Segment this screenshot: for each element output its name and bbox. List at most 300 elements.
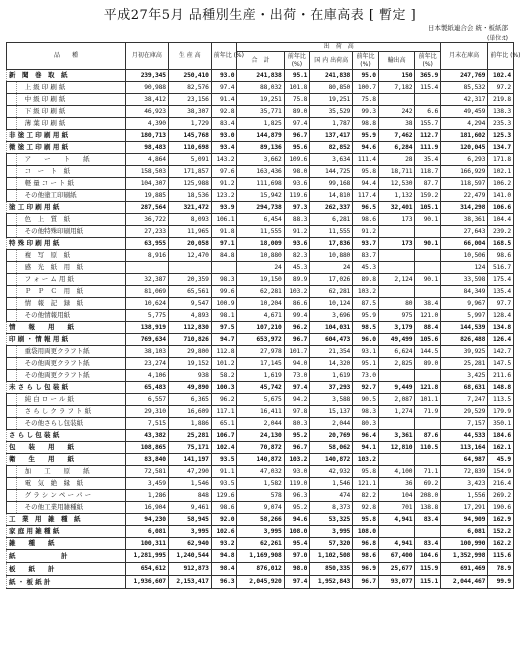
cell-value: 14,320 bbox=[310, 358, 353, 370]
header-production-ratio: 前年比 (%) bbox=[211, 43, 237, 70]
cell-value: 141,197 bbox=[168, 454, 211, 466]
cell-value: 96.5 bbox=[353, 202, 379, 214]
cell-value: 113,164 bbox=[441, 442, 488, 454]
cell-value: 108,865 bbox=[125, 442, 168, 454]
row-indent bbox=[7, 94, 17, 106]
table-row bbox=[7, 142, 514, 154]
table-row bbox=[7, 130, 514, 142]
cell-value: 32,387 bbox=[125, 274, 168, 286]
cell-value: 106.2 bbox=[488, 178, 514, 190]
cell-value: 86.6 bbox=[284, 298, 310, 310]
cell-value: 25,281 bbox=[441, 358, 488, 370]
row-label: 印 刷 ・ 情 報 用 紙 bbox=[7, 334, 126, 346]
row-label: 上 級 印 刷 紙 bbox=[16, 82, 125, 94]
row-label: 中 級 印 刷 紙 bbox=[16, 94, 125, 106]
cell-value: 10,124 bbox=[310, 298, 353, 310]
cell-value: 1,281,995 bbox=[125, 550, 168, 563]
cell-value bbox=[415, 286, 441, 298]
cell-value: 912,873 bbox=[168, 563, 211, 576]
cell-value: 93.0 bbox=[211, 70, 237, 82]
row-label: 微 塗 工 印 刷 用 紙 bbox=[7, 142, 126, 154]
cell-value: 219.8 bbox=[488, 94, 514, 106]
cell-value: 110.5 bbox=[415, 442, 441, 454]
row-label: 情 報 用 紙 bbox=[7, 322, 126, 334]
cell-value: 85,532 bbox=[441, 82, 488, 94]
cell-value: 98,483 bbox=[125, 142, 168, 154]
cell-value: 84.8 bbox=[211, 250, 237, 262]
cell-value: 99.4 bbox=[284, 310, 310, 322]
cell-value: 125,988 bbox=[168, 178, 211, 190]
cell-value: 104.6 bbox=[415, 550, 441, 563]
cell-value: 8,916 bbox=[125, 250, 168, 262]
cell-value: 241,838 bbox=[310, 70, 353, 82]
header-end-stock: 月末在庫高 bbox=[441, 43, 488, 70]
cell-value: 1,546 bbox=[168, 478, 211, 490]
cell-value: 97.8 bbox=[284, 406, 310, 418]
cell-value: 49,890 bbox=[168, 382, 211, 394]
table-row bbox=[7, 118, 514, 130]
table-row bbox=[7, 178, 514, 190]
cell-value: 710,826 bbox=[168, 334, 211, 346]
cell-value: 100.3 bbox=[211, 382, 237, 394]
cell-value: 1,274 bbox=[378, 406, 414, 418]
cell-value: 121.0 bbox=[415, 310, 441, 322]
cell-value: 1,352,998 bbox=[441, 550, 488, 563]
cell-value: 112.8 bbox=[211, 346, 237, 358]
table-row bbox=[7, 576, 514, 589]
cell-value: 96.8 bbox=[353, 538, 379, 550]
cell-value: 99,168 bbox=[310, 178, 353, 190]
cell-value: 98.6 bbox=[211, 502, 237, 514]
cell-value: 94.1 bbox=[353, 442, 379, 454]
cell-value: 38 bbox=[378, 118, 414, 130]
cell-value bbox=[378, 286, 414, 298]
cell-value: 128.4 bbox=[488, 310, 514, 322]
cell-value: 2,044 bbox=[310, 418, 353, 430]
cell-value: 653,972 bbox=[237, 334, 284, 346]
cell-value: 47,290 bbox=[168, 466, 211, 478]
cell-value: 103.2 bbox=[353, 286, 379, 298]
cell-value: 73.0 bbox=[284, 370, 310, 382]
row-label: 薄 葉 印 刷 紙 bbox=[16, 118, 125, 130]
table-row bbox=[7, 286, 514, 298]
row-label: 板 紙 計 bbox=[7, 563, 126, 576]
cell-value: 112.7 bbox=[415, 130, 441, 142]
cell-value: 93.6 bbox=[284, 238, 310, 250]
cell-value: 321,472 bbox=[168, 202, 211, 214]
row-indent bbox=[7, 478, 17, 490]
cell-value: 89.0 bbox=[284, 106, 310, 118]
cell-value: 103.2 bbox=[284, 286, 310, 298]
table-row bbox=[7, 502, 514, 514]
row-label: 未 さ ら し 包 装 紙 bbox=[7, 382, 126, 394]
cell-value: 80.3 bbox=[284, 418, 310, 430]
cell-value: 63,955 bbox=[125, 238, 168, 250]
cell-value: 87.7 bbox=[415, 178, 441, 190]
cell-value: 42,317 bbox=[441, 94, 488, 106]
cell-value: 75.8 bbox=[284, 94, 310, 106]
cell-value: 147.5 bbox=[488, 358, 514, 370]
row-label: 複 写 原 紙 bbox=[16, 250, 125, 262]
cell-value: 106.6 bbox=[488, 202, 514, 214]
cell-value: 98.3 bbox=[211, 274, 237, 286]
cell-value: 110,698 bbox=[168, 142, 211, 154]
cell-value: 108.0 bbox=[353, 526, 379, 538]
cell-value: 97.4 bbox=[284, 118, 310, 130]
cell-value: 88.4 bbox=[415, 322, 441, 334]
cell-value: 24 bbox=[310, 262, 353, 274]
cell-value: 123.2 bbox=[211, 190, 237, 202]
header-export: 輸出高 bbox=[378, 52, 414, 70]
cell-value: 98.0 bbox=[284, 563, 310, 576]
cell-value: 121.1 bbox=[353, 478, 379, 490]
row-label: 家 庭 用 雑 種 紙 bbox=[7, 526, 126, 538]
table-row bbox=[7, 526, 514, 538]
cell-value: 108.0 bbox=[284, 526, 310, 538]
cell-value: 691,469 bbox=[441, 563, 488, 576]
cell-value: 104,307 bbox=[125, 178, 168, 190]
cell-value: 96.7 bbox=[284, 442, 310, 454]
cell-value: 82,576 bbox=[168, 82, 211, 94]
cell-value bbox=[125, 262, 168, 274]
cell-value bbox=[378, 454, 414, 466]
cell-value: 2,124 bbox=[378, 274, 414, 286]
cell-value: 97.4 bbox=[284, 382, 310, 394]
cell-value: 93.9 bbox=[211, 202, 237, 214]
row-indent bbox=[7, 358, 17, 370]
cell-value: 23,156 bbox=[168, 94, 211, 106]
cell-value: 9,449 bbox=[378, 382, 414, 394]
cell-value: 94.2 bbox=[284, 394, 310, 406]
cell-value: 3,179 bbox=[378, 322, 414, 334]
cell-value: 67,400 bbox=[378, 550, 414, 563]
cell-value: 80.3 bbox=[353, 418, 379, 430]
cell-value: 111.9 bbox=[415, 142, 441, 154]
cell-value: 38.4 bbox=[415, 298, 441, 310]
cell-value: 208.0 bbox=[415, 490, 441, 502]
cell-value: 62,940 bbox=[168, 538, 211, 550]
table-row bbox=[7, 238, 514, 250]
table-row bbox=[7, 106, 514, 118]
cell-value: 44,533 bbox=[441, 430, 488, 442]
cell-value: 88,032 bbox=[237, 82, 284, 94]
cell-value: 3,634 bbox=[310, 154, 353, 166]
cell-value: 14,810 bbox=[310, 190, 353, 202]
row-indent bbox=[7, 466, 17, 478]
table-row bbox=[7, 514, 514, 526]
row-indent bbox=[7, 502, 17, 514]
cell-value: 101.1 bbox=[415, 394, 441, 406]
cell-value: 46,923 bbox=[125, 106, 168, 118]
cell-value: 5,997 bbox=[441, 310, 488, 322]
cell-value: 95.8 bbox=[353, 514, 379, 526]
cell-value: 104.4 bbox=[488, 214, 514, 226]
cell-value: 117.4 bbox=[353, 190, 379, 202]
cell-value: 142.7 bbox=[488, 346, 514, 358]
row-label: さ ら し ク ラ フ ト 紙 bbox=[16, 406, 125, 418]
cell-value: 100,990 bbox=[441, 538, 488, 550]
cell-value: 89.9 bbox=[284, 274, 310, 286]
cell-value: 150 bbox=[378, 70, 414, 82]
cell-value: 516.7 bbox=[488, 262, 514, 274]
cell-value bbox=[415, 250, 441, 262]
cell-value: 37,293 bbox=[310, 382, 353, 394]
row-label: 紙 計 bbox=[7, 550, 126, 563]
cell-value: 106.7 bbox=[211, 430, 237, 442]
cell-value: 125.3 bbox=[488, 130, 514, 142]
cell-value: 6,365 bbox=[168, 394, 211, 406]
cell-value: 96.2 bbox=[211, 394, 237, 406]
cell-value: 162.2 bbox=[488, 538, 514, 550]
cell-value: 65.1 bbox=[211, 418, 237, 430]
row-indent bbox=[7, 190, 17, 202]
cell-value: 1,886 bbox=[168, 418, 211, 430]
cell-value: 97.6 bbox=[211, 166, 237, 178]
cell-value: 16,904 bbox=[125, 502, 168, 514]
cell-value: 83.7 bbox=[353, 250, 379, 262]
cell-value: 16,411 bbox=[237, 406, 284, 418]
cell-value: 99.9 bbox=[488, 576, 514, 589]
cell-value: 18,711 bbox=[378, 166, 414, 178]
cell-value: 4,106 bbox=[125, 370, 168, 382]
cell-value: 89.8 bbox=[353, 274, 379, 286]
cell-value: 93,077 bbox=[378, 576, 414, 589]
cell-value bbox=[378, 370, 414, 382]
cell-value: 82.2 bbox=[353, 490, 379, 502]
cell-value: 95.4 bbox=[284, 538, 310, 550]
cell-value: 90.1 bbox=[415, 274, 441, 286]
cell-value bbox=[378, 262, 414, 274]
cell-value: 35,771 bbox=[237, 106, 284, 118]
cell-value: 97.2 bbox=[488, 82, 514, 94]
header-kind: 品 種 bbox=[7, 43, 126, 70]
cell-value: 134.8 bbox=[488, 322, 514, 334]
cell-value: 17,145 bbox=[237, 358, 284, 370]
cell-value: 71.1 bbox=[415, 466, 441, 478]
cell-value: 294,738 bbox=[237, 202, 284, 214]
cell-value: 96.7 bbox=[353, 576, 379, 589]
cell-value: 141.0 bbox=[488, 190, 514, 202]
cell-value: 129.6 bbox=[211, 490, 237, 502]
table-row bbox=[7, 298, 514, 310]
cell-value: 93.0 bbox=[284, 466, 310, 478]
cell-value: 18,536 bbox=[168, 190, 211, 202]
cell-value: 848 bbox=[168, 490, 211, 502]
table-row bbox=[7, 322, 514, 334]
cell-value: 21,354 bbox=[310, 346, 353, 358]
cell-value: 7,182 bbox=[378, 82, 414, 94]
cell-value: 148.8 bbox=[488, 382, 514, 394]
cell-value: 62,281 bbox=[237, 286, 284, 298]
cell-value: 5,091 bbox=[168, 154, 211, 166]
cell-value: 145,768 bbox=[168, 130, 211, 142]
cell-value: 975 bbox=[378, 310, 414, 322]
cell-value: 269.2 bbox=[488, 490, 514, 502]
cell-value: 162.9 bbox=[488, 514, 514, 526]
cell-value: 112,830 bbox=[168, 322, 211, 334]
cell-value: 350.1 bbox=[488, 418, 514, 430]
header-domestic-ratio: 前年比 (%) bbox=[353, 52, 379, 70]
cell-value: 144,539 bbox=[441, 322, 488, 334]
cell-value bbox=[415, 94, 441, 106]
cell-value: 97.4 bbox=[284, 576, 310, 589]
cell-value: 6,454 bbox=[237, 214, 284, 226]
cell-value: 1,169,908 bbox=[237, 550, 284, 563]
cell-value: 96.3 bbox=[211, 576, 237, 589]
table-row bbox=[7, 226, 514, 238]
cell-value bbox=[378, 250, 414, 262]
cell-value: 98.6 bbox=[488, 250, 514, 262]
cell-value: 6,557 bbox=[125, 394, 168, 406]
cell-value: 184.6 bbox=[488, 430, 514, 442]
table-row bbox=[7, 70, 514, 82]
cell-value: 118,597 bbox=[441, 178, 488, 190]
cell-value: 100.9 bbox=[211, 298, 237, 310]
header-export-ratio: 前年比 (%) bbox=[415, 52, 441, 70]
cell-value: 143.2 bbox=[211, 154, 237, 166]
row-indent bbox=[7, 406, 17, 418]
cell-value: 2,087 bbox=[378, 394, 414, 406]
cell-value: 98.5 bbox=[353, 322, 379, 334]
cell-value: 90.1 bbox=[415, 214, 441, 226]
cell-value: 115.4 bbox=[415, 82, 441, 94]
row-indent bbox=[7, 346, 17, 358]
cell-value: 87.5 bbox=[353, 298, 379, 310]
cell-value: 95.2 bbox=[284, 502, 310, 514]
cell-value: 155.7 bbox=[415, 118, 441, 130]
table-row bbox=[7, 430, 514, 442]
cell-value: 95.1 bbox=[353, 358, 379, 370]
cell-value: 83.4 bbox=[415, 538, 441, 550]
row-indent bbox=[7, 250, 17, 262]
cell-value: 474 bbox=[310, 490, 353, 502]
cell-value: 117.1 bbox=[211, 406, 237, 418]
cell-value: 19,251 bbox=[237, 94, 284, 106]
cell-value: 2,044 bbox=[237, 418, 284, 430]
cell-value: 1,729 bbox=[168, 118, 211, 130]
row-label: 衛 生 用 紙 bbox=[7, 454, 126, 466]
row-label: 軽 量 コ ー ト 紙 bbox=[16, 178, 125, 190]
cell-value: 75,171 bbox=[168, 442, 211, 454]
cell-value: 89.0 bbox=[415, 358, 441, 370]
cell-value: 28 bbox=[378, 154, 414, 166]
cell-value: 287,564 bbox=[125, 202, 168, 214]
cell-value: 154.9 bbox=[488, 466, 514, 478]
cell-value: 93.5 bbox=[211, 454, 237, 466]
cell-value: 1,619 bbox=[237, 370, 284, 382]
cell-value: 81,069 bbox=[125, 286, 168, 298]
production-table bbox=[6, 42, 521, 589]
row-label: 純 白 ロ ー ル 紙 bbox=[16, 394, 125, 406]
cell-value: 365.9 bbox=[415, 70, 441, 82]
row-label: その他特殊印刷用紙 bbox=[16, 226, 125, 238]
cell-value: 314,298 bbox=[441, 202, 488, 214]
cell-value: 27,233 bbox=[125, 226, 168, 238]
cell-value: 171,857 bbox=[168, 166, 211, 178]
row-label: グ ラ シ ン ペ ー パ ー bbox=[16, 490, 125, 502]
table-row bbox=[7, 166, 514, 178]
cell-value: 1,825 bbox=[237, 118, 284, 130]
cell-value: 4,390 bbox=[125, 118, 168, 130]
cell-value: 38,307 bbox=[168, 106, 211, 118]
cell-value: 134.7 bbox=[488, 142, 514, 154]
cell-value: 11,555 bbox=[237, 226, 284, 238]
table-row bbox=[7, 418, 514, 430]
cell-value: 126.4 bbox=[488, 334, 514, 346]
cell-value: 173 bbox=[378, 238, 414, 250]
cell-value: 103.2 bbox=[353, 454, 379, 466]
table-row bbox=[7, 478, 514, 490]
table-row bbox=[7, 202, 514, 214]
row-indent bbox=[7, 154, 17, 166]
cell-value: 38,361 bbox=[441, 214, 488, 226]
cell-value: 106.1 bbox=[211, 214, 237, 226]
cell-value bbox=[415, 226, 441, 238]
cell-value: 158,503 bbox=[125, 166, 168, 178]
row-label: その他情報用紙 bbox=[16, 310, 125, 322]
row-label: 情 報 記 録 紙 bbox=[16, 298, 125, 310]
cell-value: 69.2 bbox=[415, 478, 441, 490]
cell-value: 58,945 bbox=[168, 514, 211, 526]
cell-value: 2,044,467 bbox=[441, 576, 488, 589]
cell-value: 242 bbox=[378, 106, 414, 118]
cell-value: 1,582 bbox=[237, 478, 284, 490]
cell-value: 98.3 bbox=[353, 406, 379, 418]
cell-value: 90,988 bbox=[125, 82, 168, 94]
cell-value: 91.4 bbox=[211, 94, 237, 106]
cell-value: 2,153,417 bbox=[168, 576, 211, 589]
row-label: その他両更クラフト紙 bbox=[16, 358, 125, 370]
cell-value: 3,662 bbox=[237, 154, 284, 166]
row-indent bbox=[7, 106, 17, 118]
cell-value: 98.6 bbox=[353, 214, 379, 226]
cell-value: 121.8 bbox=[415, 382, 441, 394]
header-total: 合 計 bbox=[237, 52, 284, 70]
cell-value: 113.5 bbox=[488, 394, 514, 406]
cell-value: 144.5 bbox=[415, 346, 441, 358]
cell-value: 98.6 bbox=[353, 550, 379, 563]
cell-value: 99.6 bbox=[211, 286, 237, 298]
cell-value: 104,031 bbox=[310, 322, 353, 334]
table-row bbox=[7, 262, 514, 274]
cell-value: 97.4 bbox=[211, 82, 237, 94]
cell-value: 89,136 bbox=[237, 142, 284, 154]
cell-value: 82,852 bbox=[310, 142, 353, 154]
cell-value: 68,631 bbox=[441, 382, 488, 394]
cell-value: 94.6 bbox=[284, 514, 310, 526]
cell-value: 94.0 bbox=[284, 358, 310, 370]
cell-value: 2,045,920 bbox=[237, 576, 284, 589]
cell-value: 166,929 bbox=[441, 166, 488, 178]
cell-value: 7,462 bbox=[378, 130, 414, 142]
cell-value: 140,872 bbox=[237, 454, 284, 466]
table-row bbox=[7, 214, 514, 226]
cell-value: 12,470 bbox=[168, 250, 211, 262]
table-row bbox=[7, 94, 514, 106]
row-indent bbox=[7, 298, 17, 310]
table-row bbox=[7, 370, 514, 382]
cell-value: 97.3 bbox=[284, 202, 310, 214]
cell-value: 17,026 bbox=[310, 274, 353, 286]
cell-value: 20,769 bbox=[310, 430, 353, 442]
cell-value: 73.0 bbox=[353, 370, 379, 382]
cell-value: 3,361 bbox=[378, 430, 414, 442]
cell-value: 19,251 bbox=[310, 94, 353, 106]
row-label: Ｐ Ｐ Ｃ 用 紙 bbox=[16, 286, 125, 298]
cell-value: 578 bbox=[237, 490, 284, 502]
cell-value: 45,742 bbox=[237, 382, 284, 394]
cell-value: 6,624 bbox=[378, 346, 414, 358]
